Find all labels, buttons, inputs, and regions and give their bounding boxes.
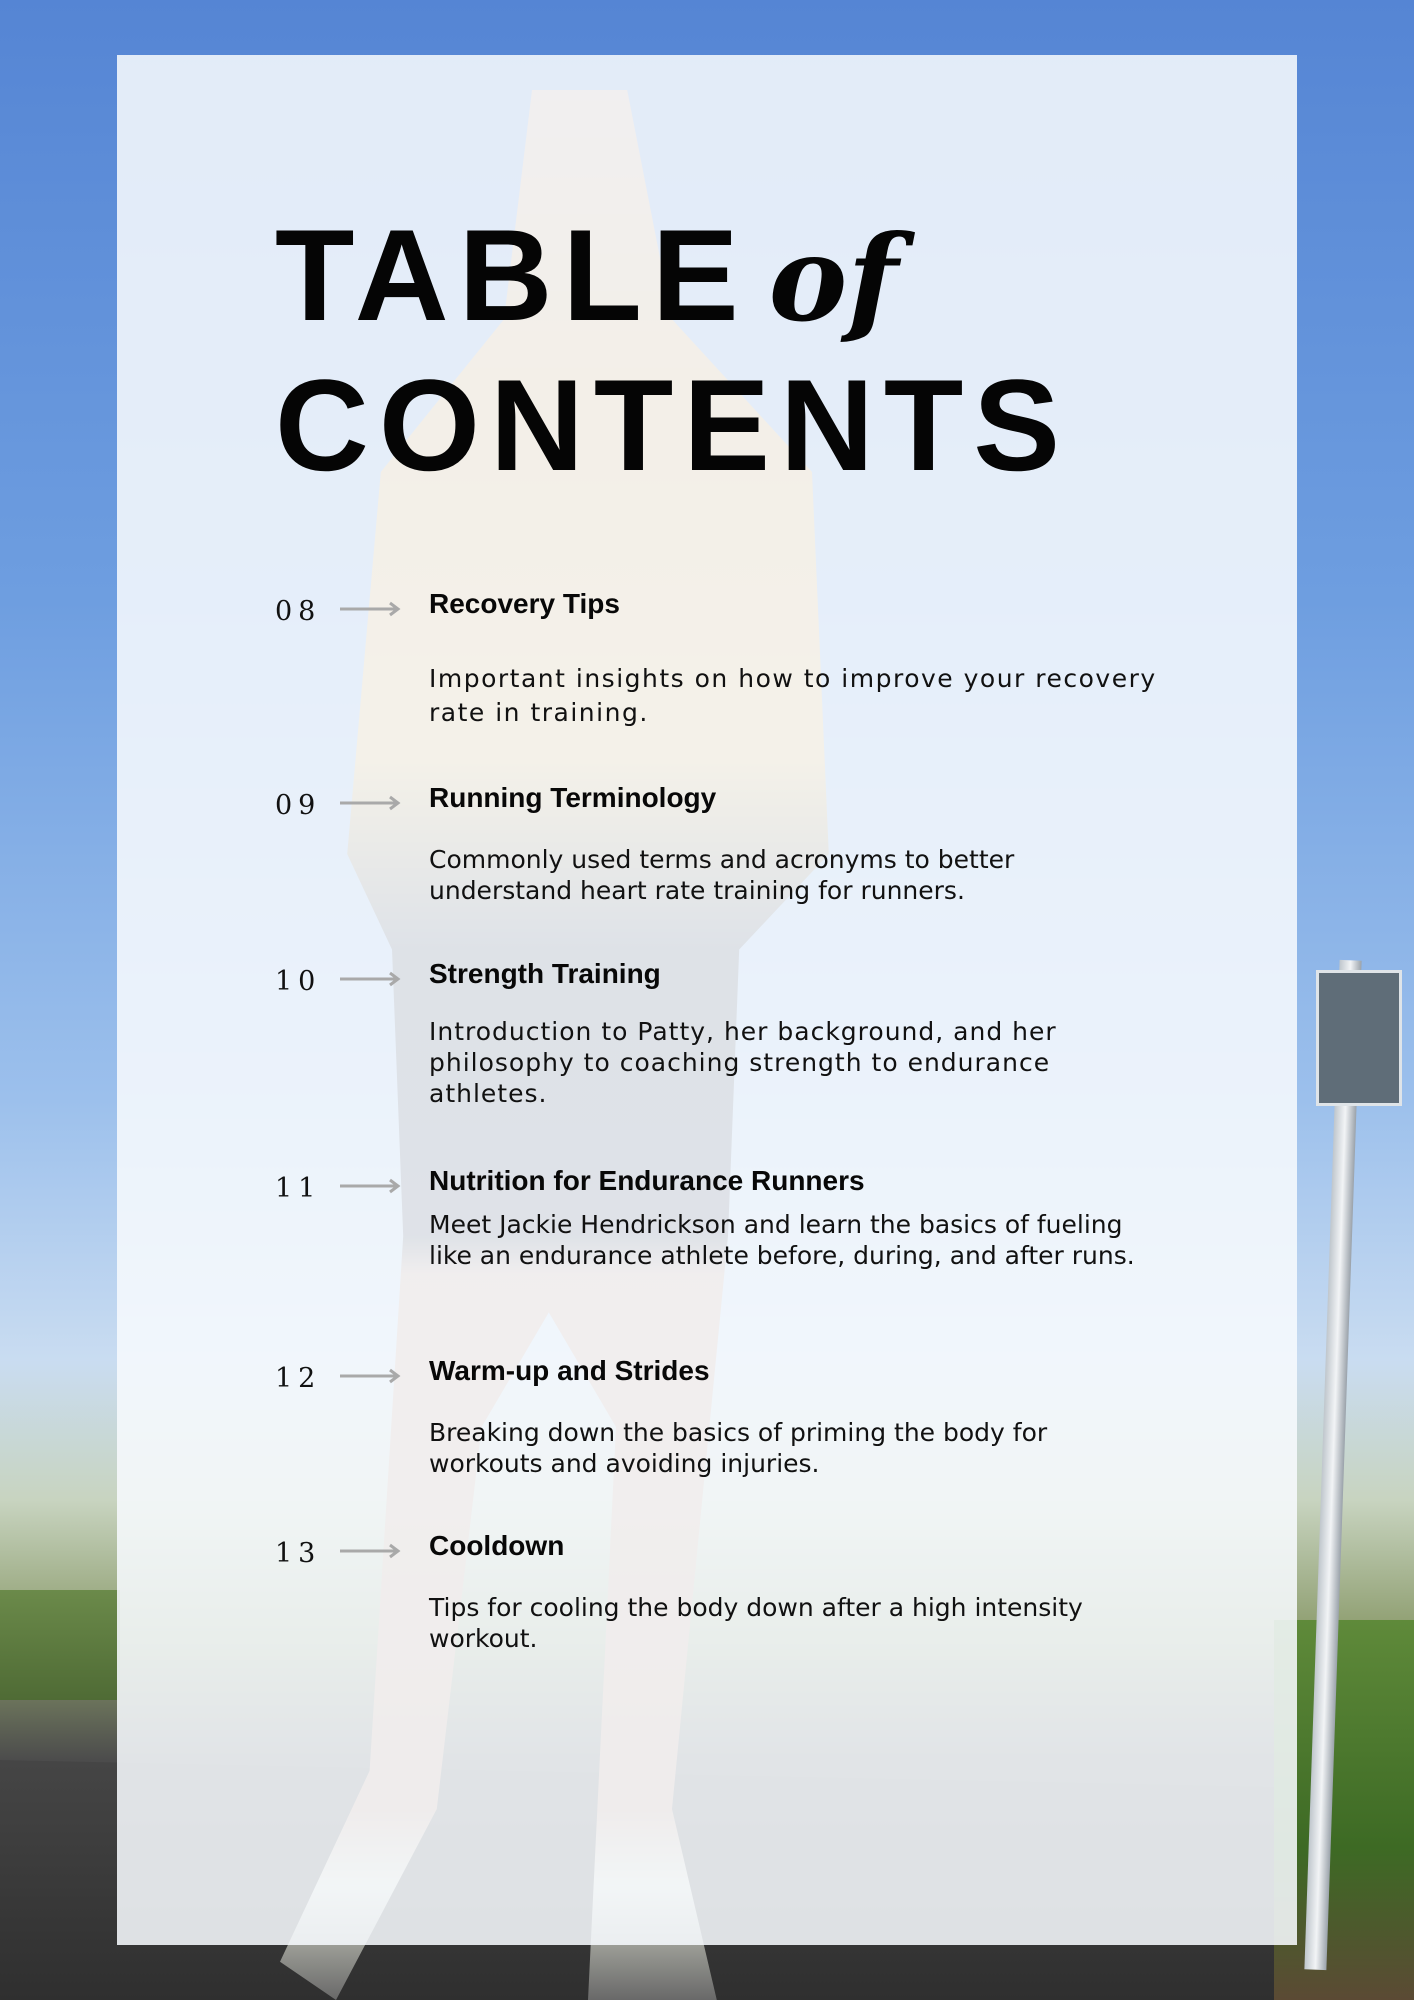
toc-entry-title: Nutrition for Endurance Runners [429,1165,865,1196]
toc-page-number: 08 [275,596,322,627]
toc-page-number: 12 [275,1363,322,1394]
toc-entry-title: Strength Training [429,958,661,989]
title-word-of: of [768,209,899,348]
toc-entry-description: Introduction to Patty, her background, and her philosophy to coaching strength to endurance athletes. [429,1017,1057,1108]
toc-page-number: 13 [275,1538,322,1569]
toc-page-number: 09 [275,790,322,821]
arrow-right-icon [340,792,402,814]
arrow-right-icon [340,598,402,620]
title-word-table: TABLE [275,202,749,348]
arrow-right-icon [340,1175,402,1197]
toc-entry-description: Meet Jackie Hendrickson and learn the basics of fueling like an endurance athlete before, during, and after runs. [429,1210,1135,1270]
toc-entry-description: Important insights on how to improve your recovery rate in training. [429,664,1157,727]
toc-page-number: 11 [275,1173,322,1204]
arrow-right-icon [340,1540,402,1562]
toc-entry-title: Recovery Tips [429,588,620,619]
arrow-right-icon [340,1365,402,1387]
toc-entry-description: Tips for cooling the body down after a high intensity workout. [429,1593,1083,1653]
toc-entry-description: Breaking down the basics of priming the body for workouts and avoiding injuries. [429,1418,1048,1478]
title-word-contents: CONTENTS [275,352,1070,498]
background-field-left [0,1590,120,1700]
page-title [275,202,1070,498]
title-line-1 [275,202,1070,350]
background-road-sign [1316,970,1402,1106]
toc-entry-description: Commonly used terms and acronyms to better understand heart rate training for runners. [429,845,1015,905]
toc-page-number: 10 [275,966,322,997]
toc-entry-title: Cooldown [429,1530,565,1561]
arrow-right-icon [340,968,402,990]
toc-entry-title: Running Terminology [429,782,717,813]
toc-entry-title: Warm-up and Strides [429,1355,710,1386]
